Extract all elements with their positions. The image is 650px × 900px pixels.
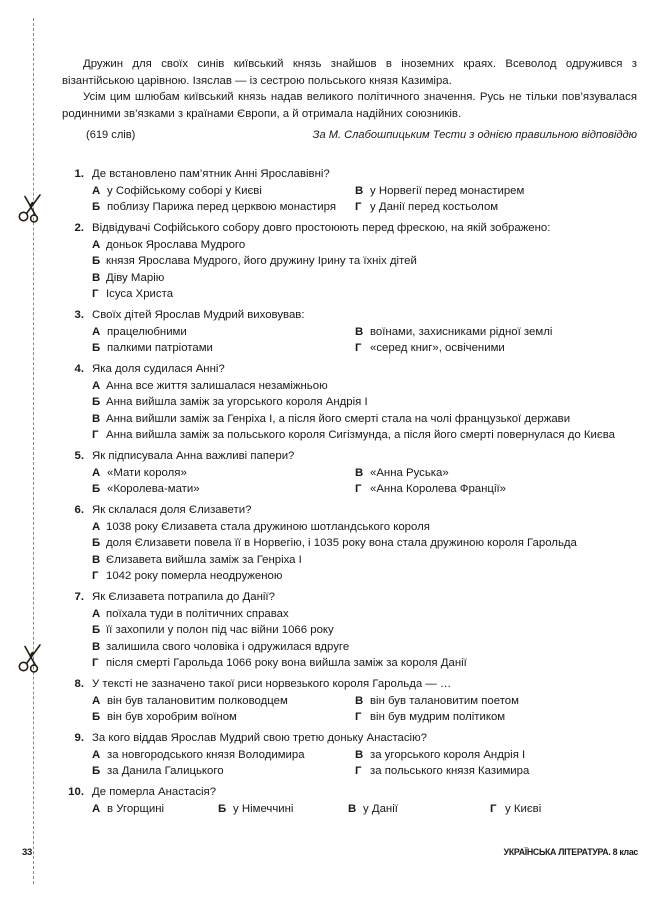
option-letter: А xyxy=(92,607,101,620)
answer-option[interactable] xyxy=(218,801,293,818)
option-group xyxy=(58,465,638,498)
option-text: «серед книг», освіченими xyxy=(370,342,505,354)
option-text: Анна вийшла заміж за польського короля Сигізмунда, а після його смерті повернулася до Києва xyxy=(106,429,615,441)
question-number: 10. xyxy=(68,786,84,798)
answer-option[interactable] xyxy=(355,709,505,726)
question-text: Яка доля судилася Анні? xyxy=(92,363,225,375)
question-heading xyxy=(58,589,638,606)
tear-off-margin xyxy=(0,0,52,900)
question-item xyxy=(58,730,638,780)
option-letter: Б xyxy=(218,802,227,815)
answer-option[interactable] xyxy=(92,465,187,482)
option-row xyxy=(58,763,638,780)
option-letter: Б xyxy=(92,537,101,549)
question-heading xyxy=(58,361,638,378)
question-text: Як Єлизавета потрапила до Данії? xyxy=(92,591,275,603)
answer-option[interactable] xyxy=(92,340,213,357)
option-text: Анна вийшла заміж за угорського короля Андрія І xyxy=(106,396,368,408)
answer-option[interactable] xyxy=(58,427,638,444)
option-text: він був талановитим поетом xyxy=(370,694,519,707)
answer-option[interactable] xyxy=(92,709,237,726)
option-group xyxy=(58,237,638,303)
scissors-icon xyxy=(14,638,48,676)
option-text: за новгородського князя Володимира xyxy=(107,748,305,761)
question-number: 2. xyxy=(74,222,84,234)
page-footer xyxy=(0,845,650,867)
option-letter: А xyxy=(92,466,101,479)
answer-option[interactable] xyxy=(58,253,638,270)
question-item xyxy=(58,502,638,585)
scissors-icon xyxy=(14,188,48,226)
answer-option[interactable] xyxy=(58,411,638,428)
answer-option[interactable] xyxy=(92,763,224,780)
option-text: Діву Марію xyxy=(106,271,165,284)
option-text: доля Єлизавети повела її в Норвегію, і 1035 року вона стала дружиною короля Гарольда xyxy=(106,537,577,549)
option-letter: Г xyxy=(355,201,362,213)
question-item xyxy=(58,448,638,498)
answer-option[interactable] xyxy=(355,340,505,357)
passage-paragraph: Усім цим шлюбам київський князь надав великого політичного значення. Русь не тільки пов’язувалася родинними зв’язками з країнами Європи, а й отримала надійних союзників. xyxy=(62,91,637,120)
option-letter: Б xyxy=(92,342,101,354)
option-text: «Королева-мати» xyxy=(107,483,200,495)
question-heading xyxy=(58,166,638,183)
option-letter: В xyxy=(92,271,101,284)
option-letter: А xyxy=(92,325,101,338)
option-letter: В xyxy=(355,466,364,479)
option-text: князя Ярослава Мудрого, його дружину Ірину та їхніх дітей xyxy=(106,255,417,267)
answer-option[interactable] xyxy=(58,535,638,552)
answer-option[interactable] xyxy=(58,639,638,656)
question-heading xyxy=(58,784,638,801)
option-letter: Б xyxy=(92,765,101,777)
option-letter: В xyxy=(348,802,357,815)
question-text: Де встановлено пам’ятник Анні Ярославівні? xyxy=(92,168,330,180)
option-letter: А xyxy=(92,379,101,392)
option-text: у Києві xyxy=(505,802,542,815)
option-letter: Г xyxy=(355,765,362,777)
question-number: 3. xyxy=(74,309,84,321)
option-text: палкими патріотами xyxy=(107,342,213,354)
option-text: «Анна Руська» xyxy=(370,466,449,479)
option-letter: Б xyxy=(92,624,101,636)
option-text: Анна все життя залишалася незаміжньою xyxy=(106,379,328,392)
answer-option[interactable] xyxy=(58,237,638,254)
question-heading xyxy=(58,448,638,465)
footer-title: УКРАЇНСЬКА ЛІТЕРАТУРА. 8 клас xyxy=(503,847,638,858)
option-text: її захопили у полон під час війни 1066 року xyxy=(106,624,334,636)
option-letter: Б xyxy=(92,483,101,495)
question-number: 1. xyxy=(74,168,84,180)
answer-option[interactable] xyxy=(355,693,519,710)
dashed-cut-line xyxy=(33,18,34,884)
option-text: у Норвегії перед монастирем xyxy=(370,184,525,197)
option-letter: А xyxy=(92,520,101,533)
option-row xyxy=(58,199,638,216)
option-letter: Б xyxy=(92,396,101,408)
answer-option[interactable] xyxy=(355,763,529,780)
answer-option[interactable] xyxy=(92,747,305,764)
answer-option[interactable] xyxy=(58,552,638,569)
option-row xyxy=(58,481,638,498)
question-heading xyxy=(58,730,638,747)
answer-option[interactable] xyxy=(58,378,638,395)
question-heading xyxy=(58,676,638,693)
option-text: за Данила Галицького xyxy=(107,765,224,777)
option-text: за угорського короля Андрія І xyxy=(370,748,526,761)
answer-option[interactable] xyxy=(355,481,506,498)
option-letter: Г xyxy=(490,802,497,815)
option-text: «Анна Королева Франції» xyxy=(370,483,506,495)
option-letter: В xyxy=(355,325,364,338)
option-group xyxy=(58,606,638,672)
option-row xyxy=(58,709,638,726)
answer-option[interactable] xyxy=(92,693,288,710)
question-heading xyxy=(58,502,638,519)
answer-option[interactable] xyxy=(92,801,164,818)
question-text: Як підписувала Анна важливі папери? xyxy=(92,450,295,462)
answer-option[interactable] xyxy=(58,606,638,623)
option-text: воїнами, захисниками рідної землі xyxy=(370,325,553,338)
answer-option[interactable] xyxy=(58,270,638,287)
answer-option[interactable] xyxy=(348,801,398,818)
option-letter: Г xyxy=(355,711,362,723)
question-item xyxy=(58,166,638,216)
option-group xyxy=(58,183,638,216)
option-text: після смерті Гарольда 1066 року вона вийшла заміж за короля Данії xyxy=(106,657,467,669)
option-letter: Г xyxy=(92,429,99,441)
option-letter: В xyxy=(355,184,364,197)
option-text: залишила свого чоловіка і одружилася вдруге xyxy=(106,640,350,653)
answer-option[interactable] xyxy=(490,801,541,818)
question-number: 6. xyxy=(74,504,84,516)
option-letter: Б xyxy=(92,255,101,267)
option-text: за польського князя Казимира xyxy=(370,765,530,777)
reading-passage xyxy=(62,56,637,122)
option-letter: А xyxy=(92,184,101,197)
option-group xyxy=(58,693,638,726)
option-letter: Г xyxy=(92,288,99,300)
option-group xyxy=(58,324,638,357)
option-letter: Б xyxy=(92,201,101,213)
option-letter: Г xyxy=(92,570,99,582)
option-letter: А xyxy=(92,748,101,761)
answer-option[interactable] xyxy=(58,568,638,585)
question-text: У тексті не зазначено такої риси норвезького короля Гарольда — … xyxy=(92,678,452,690)
option-letter: В xyxy=(92,412,101,425)
option-text: у Данії xyxy=(363,802,398,815)
option-text: доньок Ярослава Мудрого xyxy=(106,238,246,251)
question-heading xyxy=(58,307,638,324)
option-letter: В xyxy=(92,553,101,566)
option-letter: В xyxy=(355,694,364,707)
answer-option[interactable] xyxy=(58,286,638,303)
option-text: він був хоробрим воїном xyxy=(107,711,237,723)
option-row xyxy=(58,465,638,482)
option-group xyxy=(58,801,638,818)
question-item xyxy=(58,361,638,444)
answer-option[interactable] xyxy=(355,747,525,764)
question-item xyxy=(58,784,638,817)
option-row xyxy=(58,183,638,200)
option-text: поїхала туди в політичних справах xyxy=(106,607,289,620)
option-text: Ісуса Христа xyxy=(106,288,174,300)
option-group xyxy=(58,378,638,444)
option-group xyxy=(58,747,638,780)
option-letter: А xyxy=(92,694,101,707)
page-number: 33 xyxy=(22,847,32,858)
option-text: він був мудрим політиком xyxy=(370,711,506,723)
option-letter: А xyxy=(92,802,101,815)
option-text: працелюбними xyxy=(107,325,187,338)
page-content xyxy=(58,0,638,900)
option-text: у Данії перед костьолом xyxy=(370,201,499,213)
option-row xyxy=(58,340,638,357)
answer-option[interactable] xyxy=(58,655,638,672)
answer-option[interactable] xyxy=(355,199,498,216)
answer-option[interactable] xyxy=(92,199,336,216)
option-text: поблизу Парижа перед церквою монастиря xyxy=(107,201,337,213)
answer-option[interactable] xyxy=(355,324,552,341)
option-text: у Німеччині xyxy=(233,802,294,815)
passage-paragraph: Дружин для своїх синів київський князь знайшов в іноземних краях. Всеволод одружився з візантійською царівною. Ізяслав — із сестрою польського князя Казиміра. xyxy=(62,58,637,87)
option-text: в Угорщині xyxy=(107,802,165,815)
option-letter: Г xyxy=(355,483,362,495)
word-count: (619 слів) xyxy=(86,129,136,141)
answer-option[interactable] xyxy=(58,394,638,411)
option-row xyxy=(58,324,638,341)
question-item xyxy=(58,220,638,303)
option-letter: А xyxy=(92,238,101,251)
option-text: у Софійському соборі у Києві xyxy=(107,184,262,197)
option-text: 1042 року померла неодруженою xyxy=(106,570,283,582)
option-text: Єлизавета вийшла заміж за Генріха І xyxy=(106,553,302,566)
question-number: 5. xyxy=(74,450,84,462)
answer-option[interactable] xyxy=(58,519,638,536)
option-letter: В xyxy=(92,640,101,653)
question-text: За кого віддав Ярослав Мудрий свою третю доньку Анастасію? xyxy=(92,732,427,744)
option-letter: Г xyxy=(355,342,362,354)
question-number: 8. xyxy=(74,678,84,690)
question-number: 4. xyxy=(74,363,84,375)
question-item xyxy=(58,589,638,672)
option-row xyxy=(58,693,638,710)
option-group xyxy=(58,519,638,585)
question-item xyxy=(58,676,638,726)
question-text: Відвідувачі Софійського собору довго простоюють перед фрескою, на якій зображено: xyxy=(92,222,551,234)
question-number: 9. xyxy=(74,732,84,744)
answer-option[interactable] xyxy=(92,324,187,341)
option-text: Анна вийшли заміж за Генріха І, а після його смерті стала на чолі французької держави xyxy=(106,412,571,425)
option-text: 1038 року Єлизавета стала дружиною шотландського короля xyxy=(106,520,430,533)
question-text: Як склалася доля Єлизавети? xyxy=(92,504,252,516)
answer-option[interactable] xyxy=(355,465,449,482)
option-text: «Мати короля» xyxy=(107,466,187,479)
question-heading xyxy=(58,220,638,237)
answer-option[interactable] xyxy=(355,183,524,200)
answer-option[interactable] xyxy=(92,481,200,498)
attribution-line: За М. Слабошпицьким Тести з однією правильною відповіддю xyxy=(312,129,637,141)
answer-option[interactable] xyxy=(92,183,262,200)
option-letter: Г xyxy=(92,657,99,669)
question-list xyxy=(58,166,638,822)
question-text: Своїх дітей Ярослав Мудрий виховував: xyxy=(92,309,305,321)
option-text: він був талановитим полководцем xyxy=(107,694,288,707)
option-letter: В xyxy=(355,748,364,761)
question-item xyxy=(58,307,638,357)
option-row xyxy=(58,747,638,764)
option-letter: Б xyxy=(92,711,101,723)
answer-option[interactable] xyxy=(58,622,638,639)
question-number: 7. xyxy=(74,591,84,603)
question-text: Де померла Анастасія? xyxy=(92,786,217,798)
